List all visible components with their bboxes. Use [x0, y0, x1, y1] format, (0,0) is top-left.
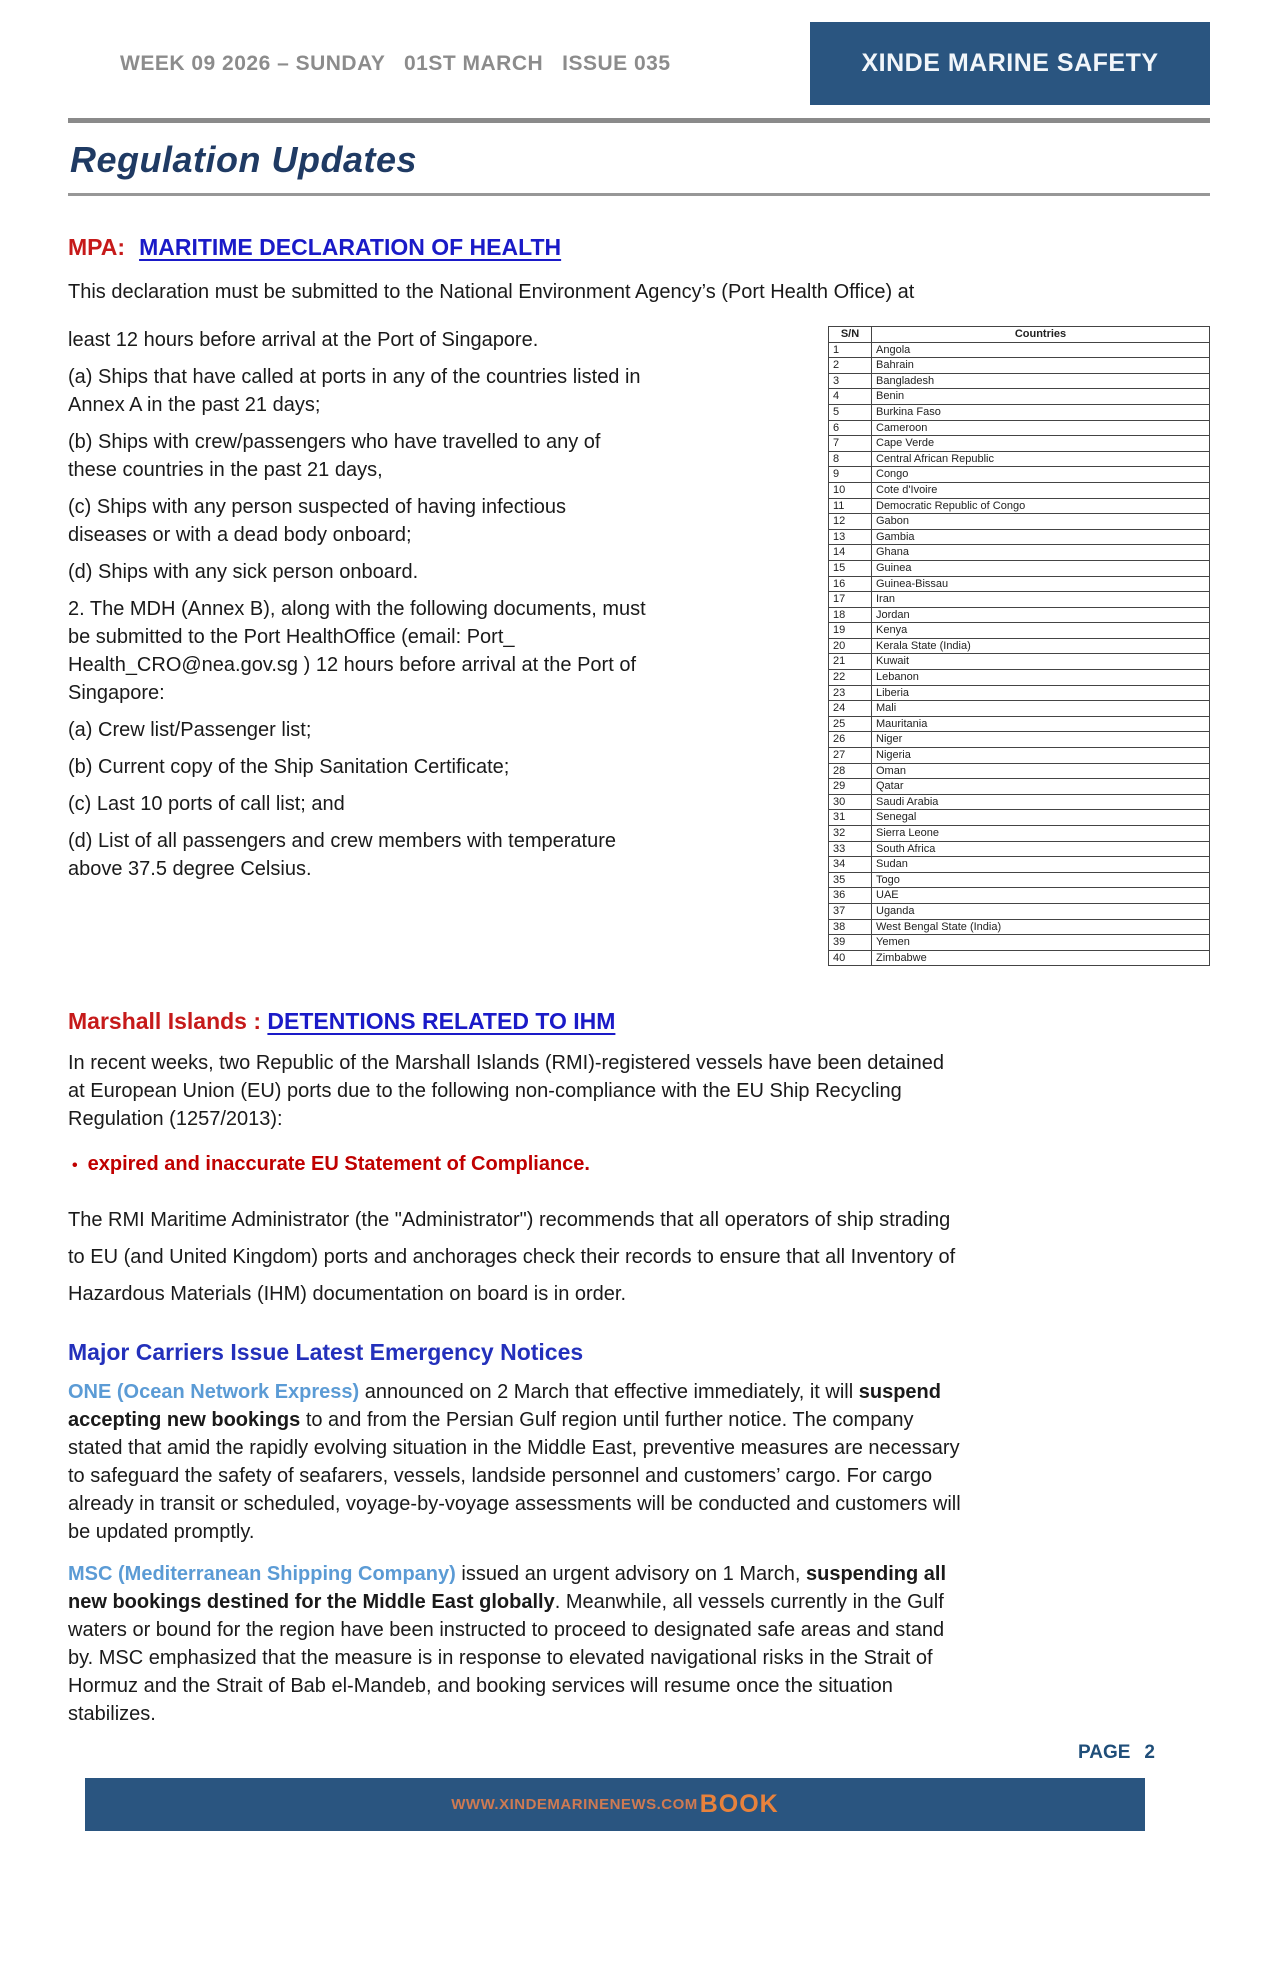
annex-sn-cell: 27	[829, 748, 872, 764]
mpa-two-column	[68, 326, 1210, 966]
annex-sn-cell: 13	[829, 529, 872, 545]
footer-website-link[interactable]: WWW.XINDEMARINENEWS.COM	[451, 1796, 698, 1814]
annex-sn-cell: 23	[829, 685, 872, 701]
annex-table-body	[829, 342, 1210, 966]
annex-country-cell: Sudan	[872, 857, 1210, 873]
annex-country-cell: Mauritania	[872, 716, 1210, 732]
annex-country-cell: Congo	[872, 467, 1210, 483]
mpa-paragraph: (a) Ships that have called at ports in any of the countries listed in Annex A in the past 21 days;	[68, 366, 641, 416]
annex-sn-cell: 5	[829, 404, 872, 420]
annex-country-cell: Oman	[872, 763, 1210, 779]
annex-country-cell: Kenya	[872, 623, 1210, 639]
annex-sn-cell: 38	[829, 919, 872, 935]
mpa-paragraph: 2. The MDH (Annex B), along with the following documents, must be submitted to the Port HealthOffice (email: Port_ Health_CRO@nea.gov.sg ) 12 hours before arrival at the Port of Singapore:	[68, 598, 646, 704]
annex-row	[829, 794, 1210, 810]
annex-row	[829, 685, 1210, 701]
annex-country-cell: South Africa	[872, 841, 1210, 857]
annex-sn-cell: 21	[829, 654, 872, 670]
carriers-heading: Major Carriers Issue Latest Emergency Notices	[68, 1339, 584, 1366]
annex-row	[829, 654, 1210, 670]
annex-row	[829, 498, 1210, 514]
annex-country-cell: Bangladesh	[872, 373, 1210, 389]
annex-country-cell: Niger	[872, 732, 1210, 748]
page-header	[68, 22, 1210, 105]
annex-row	[829, 342, 1210, 358]
annex-row	[829, 529, 1210, 545]
annex-row	[829, 763, 1210, 779]
annex-row	[829, 779, 1210, 795]
annex-sn-cell: 14	[829, 545, 872, 561]
annex-sn-cell: 4	[829, 389, 872, 405]
page-number	[68, 1742, 1210, 1764]
mpa-section-heading	[68, 234, 1210, 261]
annex-row	[829, 607, 1210, 623]
annex-row	[829, 888, 1210, 904]
annex-row	[829, 482, 1210, 498]
header-divider	[68, 118, 1210, 123]
annex-row	[829, 358, 1210, 374]
compliance-bullet	[72, 1153, 1210, 1176]
annex-country-cell: Benin	[872, 389, 1210, 405]
annex-country-cell: Cape Verde	[872, 436, 1210, 452]
annex-country-cell: West Bengal State (India)	[872, 919, 1210, 935]
annex-row	[829, 623, 1210, 639]
mpa-paragraph: (a) Crew list/Passenger list;	[68, 719, 312, 741]
annex-sn-cell: 29	[829, 779, 872, 795]
annex-country-cell: Ghana	[872, 545, 1210, 561]
footer-bar	[85, 1778, 1145, 1831]
annex-sn-cell: 24	[829, 701, 872, 717]
annex-row	[829, 592, 1210, 608]
title-divider	[68, 193, 1210, 196]
annex-country-cell: Central African Republic	[872, 451, 1210, 467]
annex-sn-cell: 19	[829, 623, 872, 639]
annex-country-cell: Democratic Republic of Congo	[872, 498, 1210, 514]
page-title: Regulation Updates	[70, 139, 418, 180]
compliance-bullet-text: expired and inaccurate EU Statement of Compliance.	[87, 1153, 590, 1176]
page-number-value: 2	[1144, 1742, 1155, 1764]
one-text-1: announced on 2 March that effective immediately, it will	[359, 1381, 859, 1404]
one-notice-paragraph	[68, 1378, 963, 1546]
annex-sn-cell: 2	[829, 358, 872, 374]
annex-row	[829, 935, 1210, 951]
annex-country-cell: Senegal	[872, 810, 1210, 826]
marshall-section-heading	[68, 1008, 1210, 1035]
msc-lead: MSC (Mediterranean Shipping Company)	[68, 1563, 456, 1586]
brand-badge: XINDE MARINE SAFETY	[810, 22, 1210, 105]
annex-sn-cell: 20	[829, 638, 872, 654]
annex-sn-cell: 8	[829, 451, 872, 467]
annex-country-cell: Nigeria	[872, 748, 1210, 764]
annex-sn-cell: 30	[829, 794, 872, 810]
annex-country-cell: Kerala State (India)	[872, 638, 1210, 654]
annex-row	[829, 841, 1210, 857]
annex-sn-cell: 22	[829, 670, 872, 686]
annex-country-cell: Gabon	[872, 514, 1210, 530]
msc-notice-paragraph	[68, 1560, 963, 1728]
mpa-title-link[interactable]: MARITIME DECLARATION OF HEALTH	[139, 234, 562, 260]
annex-country-cell: Guinea-Bissau	[872, 576, 1210, 592]
annex-sn-cell: 12	[829, 514, 872, 530]
annex-country-cell: Saudi Arabia	[872, 794, 1210, 810]
one-lead: ONE (Ocean Network Express)	[68, 1381, 360, 1404]
annex-row	[829, 560, 1210, 576]
annex-country-cell: Yemen	[872, 935, 1210, 951]
one-bold-1: suspend accepting new bookings	[68, 1381, 941, 1432]
annex-sn-cell: 7	[829, 436, 872, 452]
annex-sn-cell: 31	[829, 810, 872, 826]
annex-sn-cell: 28	[829, 763, 872, 779]
mpa-paragraph: (d) List of all passengers and crew members with temperature above 37.5 degree Celsius.	[68, 830, 617, 880]
msc-bold-1: suspending all new bookings destined for the Middle East globally	[68, 1563, 947, 1614]
marshall-body2: The RMI Maritime Administrator (the "Administrator") recommends that all operators of ship strading to EU (and United Kingdom) ports and anchorages check their records to ensure that all Inventory of Hazardous Materials (IHM) documentation on board is in order.	[68, 1209, 956, 1306]
annex-row	[829, 638, 1210, 654]
annex-row	[829, 701, 1210, 717]
annex-country-cell: Mali	[872, 701, 1210, 717]
annex-row	[829, 389, 1210, 405]
annex-sn-cell: 35	[829, 872, 872, 888]
annex-header-sn: S/N	[829, 327, 872, 343]
annex-row	[829, 903, 1210, 919]
annex-row	[829, 467, 1210, 483]
annex-header-countries: Countries	[872, 327, 1210, 343]
annex-row	[829, 404, 1210, 420]
annex-country-cell: Gambia	[872, 529, 1210, 545]
marshall-body: In recent weeks, two Republic of the Marshall Islands (RMI)-registered vessels have been detained at European Union (EU) ports due to the following non-compliance with the EU Ship Recycling Regulation (1257/2013):	[68, 1052, 944, 1131]
annex-country-cell: Burkina Faso	[872, 404, 1210, 420]
mpa-label: MPA:	[68, 234, 126, 260]
annex-row	[829, 950, 1210, 966]
marshall-title-link[interactable]: DETENTIONS RELATED TO IHM	[267, 1008, 616, 1035]
annex-sn-cell: 32	[829, 826, 872, 842]
mpa-intro-line1: This declaration must be submitted to the National Environment Agency’s (Port Health Office) at	[68, 281, 915, 303]
annex-a-table-container	[828, 326, 1210, 966]
annex-sn-cell: 40	[829, 950, 872, 966]
annex-sn-cell: 36	[829, 888, 872, 904]
annex-country-cell: Sierra Leone	[872, 826, 1210, 842]
page-label: PAGE	[1077, 1742, 1131, 1764]
mpa-paragraph: (c) Last 10 ports of call list; and	[68, 793, 345, 815]
annex-row	[829, 810, 1210, 826]
annex-row	[829, 919, 1210, 935]
mpa-paragraph: (c) Ships with any person suspected of having infectious diseases or with a dead body onboard;	[68, 496, 567, 546]
annex-row	[829, 670, 1210, 686]
annex-country-cell: Zimbabwe	[872, 950, 1210, 966]
annex-sn-cell: 3	[829, 373, 872, 389]
msc-text-2: . Meanwhile, all vessels currently in the Gulf waters or bound for the region have been instructed to proceed to designated safe areas and stand by. MSC emphasized that the measure is in response to elevated navigational risks in the Strait of Hormuz and the Strait of Bab el-Mandeb, and booking services will resume once the situation stabilizes.	[68, 1591, 945, 1726]
issue-line: WEEK 09 2026 – SUNDAY 01ST MARCH ISSUE 035	[120, 51, 671, 75]
annex-sn-cell: 6	[829, 420, 872, 436]
annex-country-cell: Guinea	[872, 560, 1210, 576]
annex-row	[829, 576, 1210, 592]
annex-sn-cell: 33	[829, 841, 872, 857]
annex-sn-cell: 26	[829, 732, 872, 748]
annex-sn-cell: 10	[829, 482, 872, 498]
annex-row	[829, 716, 1210, 732]
annex-sn-cell: 18	[829, 607, 872, 623]
annex-row	[829, 872, 1210, 888]
annex-sn-cell: 17	[829, 592, 872, 608]
annex-row	[829, 857, 1210, 873]
annex-row	[829, 451, 1210, 467]
annex-sn-cell: 37	[829, 903, 872, 919]
annex-sn-cell: 9	[829, 467, 872, 483]
annex-row	[829, 436, 1210, 452]
annex-row	[829, 514, 1210, 530]
annex-country-cell: Jordan	[872, 607, 1210, 623]
annex-country-cell: Bahrain	[872, 358, 1210, 374]
annex-country-cell: Uganda	[872, 903, 1210, 919]
annex-header-row	[829, 327, 1210, 343]
bullet-dot-icon: •	[72, 1157, 78, 1175]
annex-row	[829, 748, 1210, 764]
annex-row	[829, 545, 1210, 561]
annex-country-cell: Lebanon	[872, 670, 1210, 686]
annex-country-cell: Cameroon	[872, 420, 1210, 436]
msc-text-1: issued an urgent advisory on 1 March,	[455, 1563, 806, 1586]
annex-sn-cell: 39	[829, 935, 872, 951]
annex-sn-cell: 25	[829, 716, 872, 732]
annex-country-cell: Cote d'Ivoire	[872, 482, 1210, 498]
annex-country-cell: Togo	[872, 872, 1210, 888]
mpa-paragraph: (d) Ships with any sick person onboard.	[68, 561, 419, 583]
annex-row	[829, 373, 1210, 389]
mpa-intro-line2: least 12 hours before arrival at the Port of Singapore.	[68, 329, 539, 351]
annex-a-table	[828, 326, 1210, 966]
annex-country-cell: Iran	[872, 592, 1210, 608]
annex-row	[829, 826, 1210, 842]
one-text-2: to and from the Persian Gulf region until further notice. The company stated that amid the rapidly evolving situation in the Middle East, preventive measures are necessary to safeguard the safety of seafarers, vessels, landside personnel and customers’ cargo. For cargo already in transit or scheduled, voyage-by-voyage assessments will be conducted and customers will be updated promptly.	[68, 1409, 961, 1544]
mpa-paragraph: (b) Ships with crew/passengers who have travelled to any of these countries in the past 21 days,	[68, 431, 601, 481]
annex-row	[829, 420, 1210, 436]
annex-sn-cell: 34	[829, 857, 872, 873]
annex-sn-cell: 11	[829, 498, 872, 514]
annex-sn-cell: 16	[829, 576, 872, 592]
mpa-body-column	[68, 326, 650, 892]
marshall-label: Marshall Islands :	[68, 1008, 262, 1035]
annex-country-cell: Kuwait	[872, 654, 1210, 670]
annex-country-cell: Liberia	[872, 685, 1210, 701]
footer-book-link[interactable]: BOOK	[699, 1790, 779, 1819]
annex-country-cell: Qatar	[872, 779, 1210, 795]
annex-row	[829, 732, 1210, 748]
annex-country-cell: Angola	[872, 342, 1210, 358]
annex-country-cell: UAE	[872, 888, 1210, 904]
annex-sn-cell: 15	[829, 560, 872, 576]
mpa-paragraph: (b) Current copy of the Ship Sanitation Certificate;	[68, 756, 510, 778]
annex-sn-cell: 1	[829, 342, 872, 358]
